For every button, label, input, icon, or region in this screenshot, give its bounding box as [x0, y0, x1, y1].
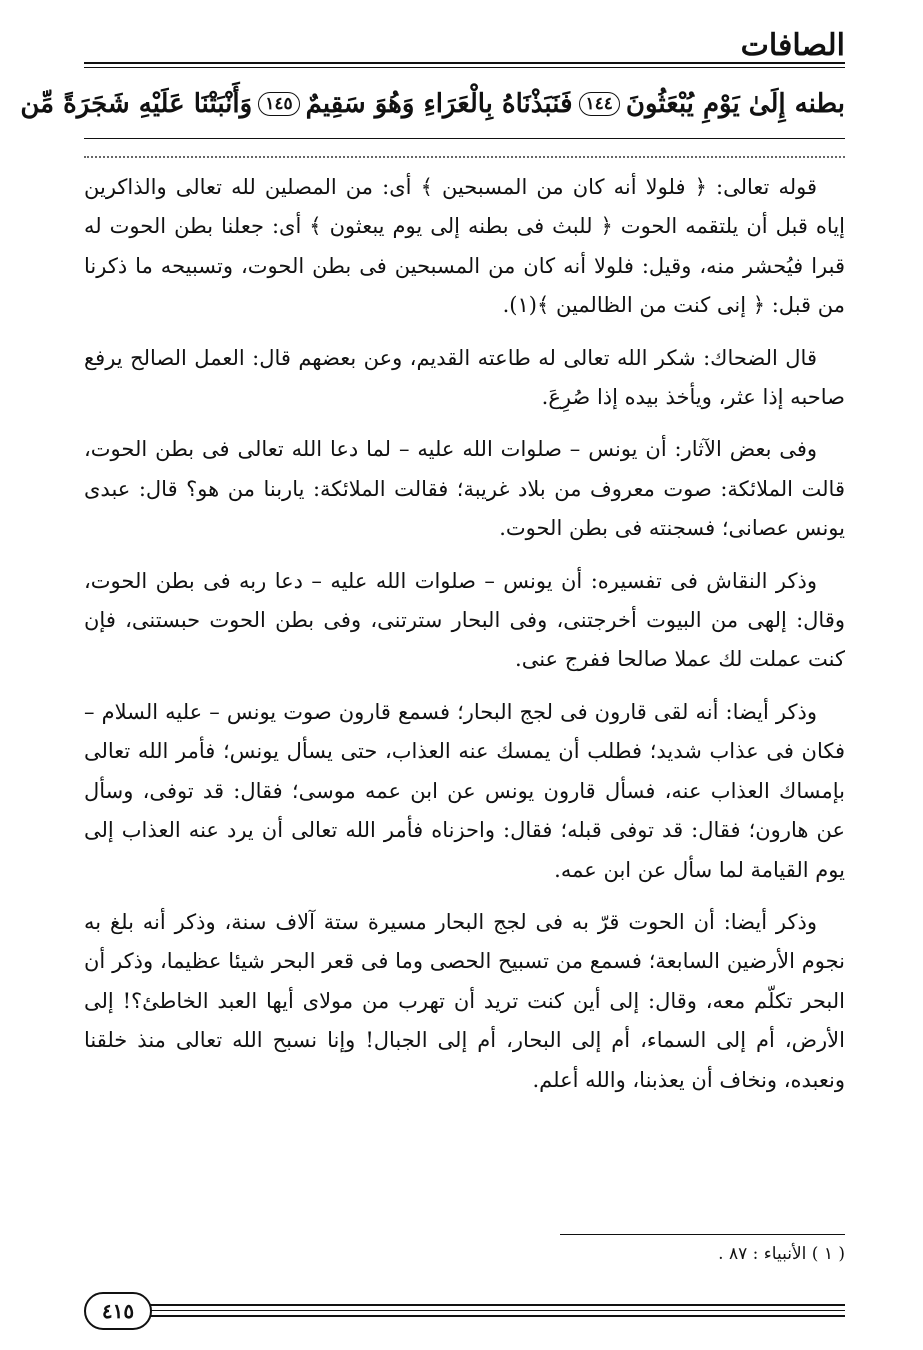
paragraph: وذكر أيضا: أن الحوت قرّ به فى لجج البحار مسيرة ستة آلاف سنة، وذكر أنه بلغ به نجوم الأرضين السابعة؛ فسمع من تسبيح الحصى وما فى قعر البحر شيئا عظيما، وذكر أن البحر تكلّم معه، وقال: إلى أين كنت تريد أن تهرب من مولاى أيها العبد الخاطئ؟! إلى الأرض، أم إلى السماء، أم إلى البحار، أم إلى الجبال! وإنا نسبح الله تعالى منذ خلقنا ونعبده، ونخاف أن يعذبنا، والله أعلم.	[84, 909, 845, 1092]
footnote-rule	[560, 1234, 845, 1235]
footer-rule-top	[150, 1304, 845, 1306]
footer-rule-bottom	[150, 1315, 845, 1317]
verse-text: فَنَبَذْنَاهُ بِالْعَرَاءِ وَهُوَ سَقِيمٌ	[305, 89, 573, 119]
verse-number: ١٤٥	[258, 92, 299, 116]
footnote: ( ١ ) الأنبياء : ٨٧ .	[718, 1244, 845, 1264]
verse-text: بطنه إِلَىٰ يَوْمِ يُبْعَثُونَ	[625, 89, 845, 119]
verse-text: وَأَنْبَتْنَا عَلَيْهِ شَجَرَةً مِّن	[20, 89, 253, 119]
surah-title: الصافات	[740, 28, 845, 63]
quran-verse-line	[20, 82, 845, 126]
page-number: ٤١٥	[84, 1292, 152, 1330]
paragraph: وفى بعض الآثار: أن يونس – صلوات الله عليه – لما دعا الله تعالى فى بطن الحوت، قالت الملائكة: صوت معروف من بلاد غريبة؛ فقالت الملائكة: ياربنا من هو؟ قال: عبدى يونس عصانى؛ فسجنته فى بطن الحوت.	[84, 437, 845, 541]
header-rule-thin	[84, 67, 845, 68]
verse-rule	[84, 138, 845, 139]
dotted-separator	[84, 156, 845, 158]
header-rule-top	[84, 62, 845, 64]
footer-rule-mid	[150, 1310, 845, 1311]
paragraph: وذكر النقاش فى تفسيره: أن يونس – صلوات الله عليه – دعا ربه فى بطن الحوت، وقال: إلهى من البيوت أخرجتنى، وفى البحار سترتنى، وفى بطن الحوت حبستنى، فإن كنت عملت لك عملا صالحا ففرج عنى.	[84, 568, 845, 672]
paragraph: وذكر أيضا: أنه لقى قارون فى لجج البحار؛ فسمع قارون صوت يونس – عليه السلام – فكان فى عذاب شديد؛ فطلب أن يمسك عنه العذاب، حتى يسأل يونس؛ فأمر الله تعالى بإمساك العذاب عنه، فسأل قارون يونس عن ابن عمه موسى؛ فقال: قد توفى، وسأل عن هارون؛ فقال: قد توفى قبله؛ فقال: واحزناه فأمر الله تعالى أن يرد عنه العذاب إلى يوم القيامة لما سأل عن ابن عمه.	[84, 699, 845, 882]
paragraph: قوله تعالى: ﴿ فلولا أنه كان من المسبحين ﴾ أى: من المصلين لله تعالى والذاكرين إياه قبل أن يلتقمه الحوت ﴿ للبث فى بطنه إلى يوم يبعثون ﴾ أى: جعلنا بطن الحوت له قبرا فيُحشر منه، وقيل: فلولا أنه كان من المسبحين فى بطن الحوت، وتسبيحه ما ذكرنا من قبل: ﴿ إنى كنت من الظالمين ﴾(١).	[84, 175, 845, 318]
commentary-body	[84, 168, 845, 1100]
paragraph: قال الضحاك: شكر الله تعالى له طاعته القديم، وعن بعضهم قال: العمل الصالح يرفع صاحبه إذا عثر، ويأخذ بيده إذا صُرِعَ.	[84, 345, 845, 410]
verse-number: ١٤٤	[579, 92, 620, 116]
